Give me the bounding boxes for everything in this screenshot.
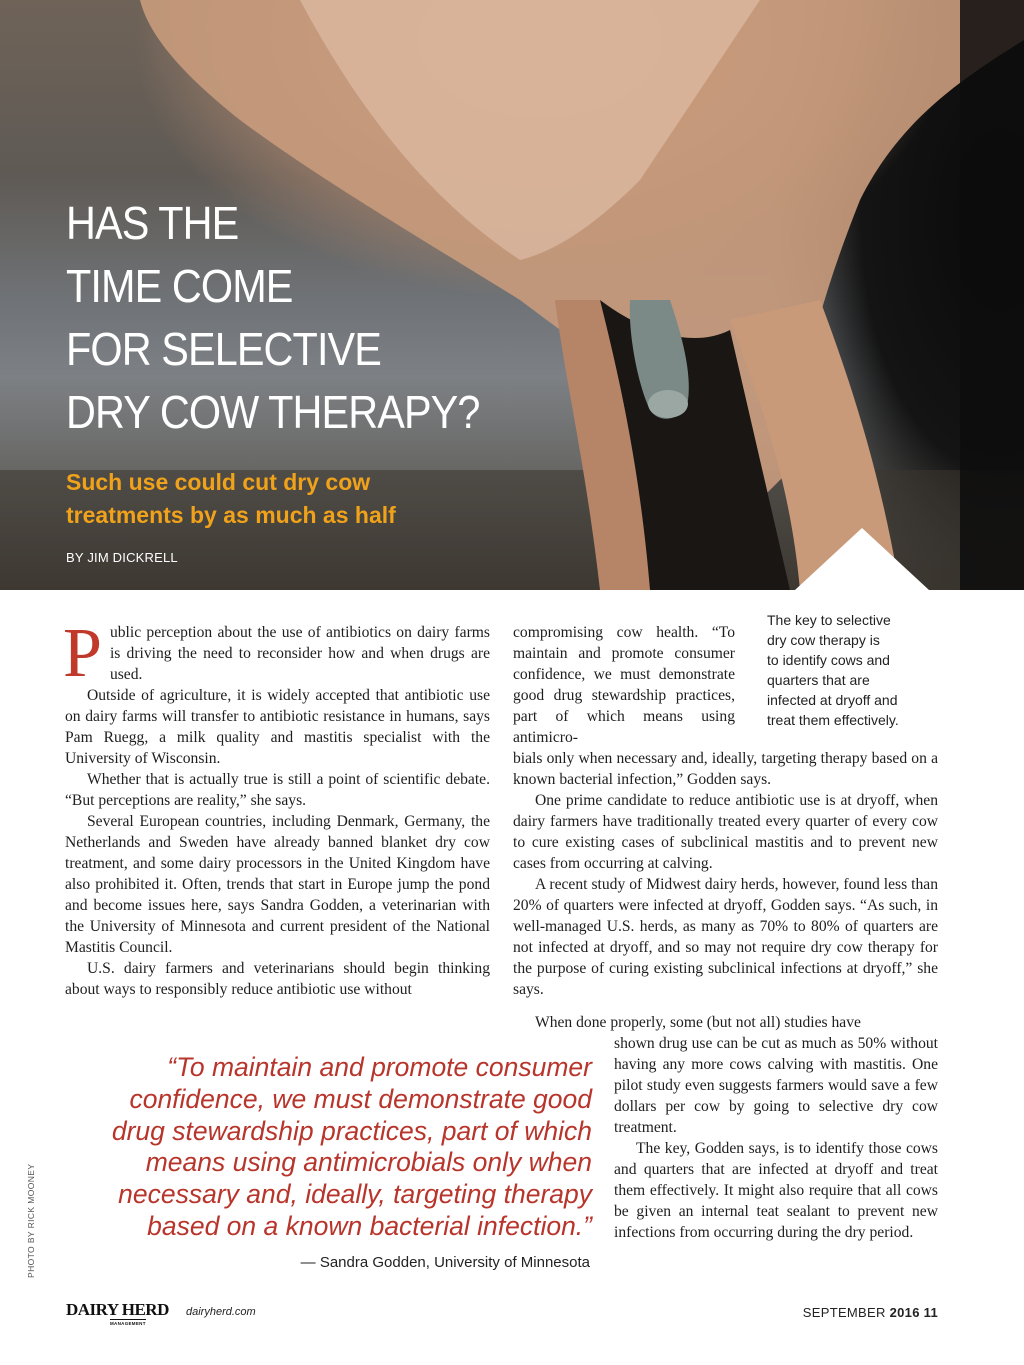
article-subtitle-line: treatments by as much as half <box>66 502 396 528</box>
article-column-2-narrow <box>513 622 735 748</box>
sidebar-line: dry cow therapy is <box>767 632 880 648</box>
byline: BY JIM DICKRELL <box>66 550 178 565</box>
pull-quote-line: “To maintain and promote consumer <box>167 1052 592 1082</box>
magazine-logo-subtext: MANAGEMENT <box>110 1321 146 1326</box>
photo-credit: PHOTO BY RICK MOONEY <box>26 1163 36 1278</box>
pull-quote <box>60 1052 592 1243</box>
sidebar-line: The key to selective <box>767 612 891 628</box>
sidebar-callout <box>767 610 939 730</box>
article-paragraph: The key, Godden says, is to identify those cows and quarters that are infected at dryoff and treat them effectively. It might also require that all cows be given an internal teat sealant to prevent new infections from occurring during the dry period. <box>614 1140 938 1241</box>
article-paragraph: When done properly, some (but not all) studies have <box>535 1014 861 1031</box>
article-paragraph: Whether that is actually true is still a point of scientific debate. “But perceptions are reality,” she says. <box>65 771 490 809</box>
footer-month: SEPTEMBER <box>802 1305 886 1320</box>
article-column-3 <box>535 1012 938 1243</box>
sidebar-line: infected at dryoff and <box>767 692 898 708</box>
article-subtitle-line: Such use could cut dry cow <box>66 469 371 495</box>
article-column-2-wide <box>513 748 938 1000</box>
article-title-line: FOR SELECTIVE <box>66 323 381 375</box>
article-paragraph: shown drug use can be cut as much as 50% without having any more cows calving with mastitis. One pilot study even suggests farmers would save a few dollars per cow by going to selective dry cow treatment. <box>614 1035 938 1136</box>
pull-quote-line: drug stewardship practices, part of which <box>111 1115 592 1146</box>
magazine-logo <box>66 1300 169 1326</box>
article-paragraph: bials only when necessary and, ideally, targeting therapy based on a known bacterial infection,” Godden says. <box>513 750 938 788</box>
article-paragraph: A recent study of Midwest dairy herds, however, found less than 20% of quarters were infected at dryoff, Godden says. “As such, in well-managed U.S. herds, as many as 70% to 80% of quarters are not infected at dryoff, and so may not require dry cow therapy for the purpose of curing existing subclinical infections at dryoff,” she says. <box>513 876 938 998</box>
sidebar-line: to identify cows and <box>767 652 890 668</box>
pull-quote-line: means using antimicrobials only when <box>145 1147 592 1178</box>
footer-year: 2016 <box>889 1305 920 1320</box>
footer-url: dairyherd.com <box>186 1306 256 1318</box>
pull-quote-line: necessary and, ideally, targeting therapy <box>118 1179 592 1210</box>
article-title-line: TIME COME <box>66 260 293 312</box>
article-paragraph <box>63 615 490 692</box>
article-paragraph: One prime candidate to reduce antibiotic use is at dryoff, when dairy farmers have traditionally treated every quarter of every cow to cure existing cases of subclinical mastitis and to prevent new cases from occurring at calving. <box>513 792 938 872</box>
article-paragraph: Several European countries, including Denmark, Germany, the Netherlands and Sweden have already banned blanket dry cow treatment, and some dairy processors in the United Kingdom have also prohibited it. Often, trends that start in Europe jump the pond and become issues here, says Sandra Godden, a veterinarian with the University of Minnesota and current president of the National Mastitis Council. <box>65 813 490 956</box>
article-paragraph: U.S. dairy farmers and veterinarians should begin thinking about ways to responsibly reduce antibiotic use without <box>65 960 490 998</box>
paragraph-text: ublic perception about the use of antibiotics on dairy farms is driving the need to reconsider how and when drugs are used. <box>109 624 490 683</box>
article-title-line: DRY COW THERAPY? <box>66 386 480 438</box>
hero-notch-decoration <box>795 528 929 590</box>
article-column-1 <box>63 615 490 1000</box>
footer-page-number: 11 <box>923 1305 938 1320</box>
sidebar-line: quarters that are <box>767 672 870 688</box>
hero-photo <box>0 0 1024 590</box>
article-paragraph: Outside of agriculture, it is widely accepted that antibiotic use on dairy farms will transfer to antibiotic resistance in humans, says Pam Ruegg, a milk quality and mastitis specialist with the University of Wisconsin. <box>65 687 490 767</box>
pull-quote-line: confidence, we must demonstrate good <box>129 1083 592 1114</box>
pull-quote-line: based on a known bacterial infection.” <box>147 1210 592 1241</box>
magazine-logo-text: DAIRY HERD <box>66 1300 169 1319</box>
article-title-line: HAS THE <box>66 197 239 249</box>
article-subtitle <box>66 466 396 532</box>
pull-quote-attribution: — Sandra Godden, University of Minnesota <box>300 1254 590 1271</box>
drop-cap: P <box>63 615 102 692</box>
footer-issue-date <box>803 1305 938 1320</box>
article-paragraph: compromising cow health. “To maintain and promote consumer confidence, we must demonstrate good drug stewardship practices, part of which means using antimicro- <box>513 624 735 746</box>
sidebar-line: treat them effectively. <box>767 712 899 728</box>
article-title <box>66 192 480 444</box>
